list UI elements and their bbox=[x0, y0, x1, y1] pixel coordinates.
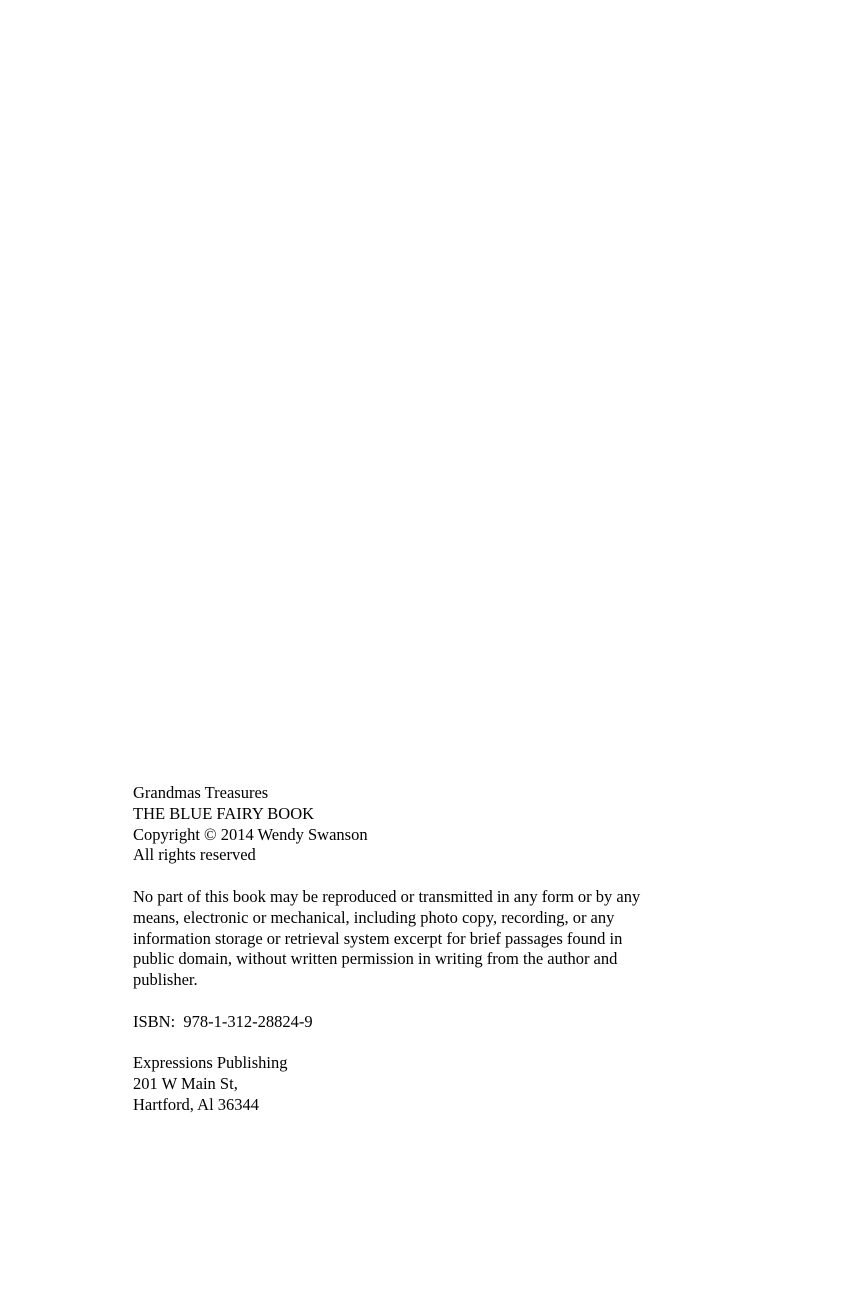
rights-paragraph bbox=[133, 887, 713, 991]
rights-reserved-line: All rights reserved bbox=[133, 845, 256, 865]
publisher-city-state-zip: Hartford, Al 36344 bbox=[133, 1094, 260, 1114]
publisher-block bbox=[133, 1053, 713, 1115]
isbn-block bbox=[133, 1012, 713, 1033]
book-title: THE BLUE FAIRY BOOK bbox=[133, 803, 315, 823]
publisher-street: 201 W Main St, bbox=[133, 1074, 238, 1094]
rights-paragraph-line: No part of this book may be reproduced or transmitted in any form or by any bbox=[133, 886, 641, 906]
rights-paragraph-line: means, electronic or mechanical, including photo copy, recording, or any bbox=[133, 907, 615, 927]
title-block bbox=[133, 783, 713, 866]
isbn-line: ISBN: 978-1-312-28824-9 bbox=[133, 1011, 313, 1031]
rights-paragraph-line: publisher. bbox=[133, 970, 198, 990]
book-series-title: Grandmas Treasures bbox=[133, 783, 269, 802]
rights-paragraph-line: public domain, without written permission in writing from the author and bbox=[133, 949, 618, 969]
publisher-name: Expressions Publishing bbox=[133, 1053, 288, 1073]
copyright-text-block bbox=[133, 783, 713, 1116]
rights-paragraph-line: information storage or retrieval system excerpt for brief passages found in bbox=[133, 928, 623, 948]
copyright-notice: Copyright © 2014 Wendy Swanson bbox=[133, 824, 368, 844]
